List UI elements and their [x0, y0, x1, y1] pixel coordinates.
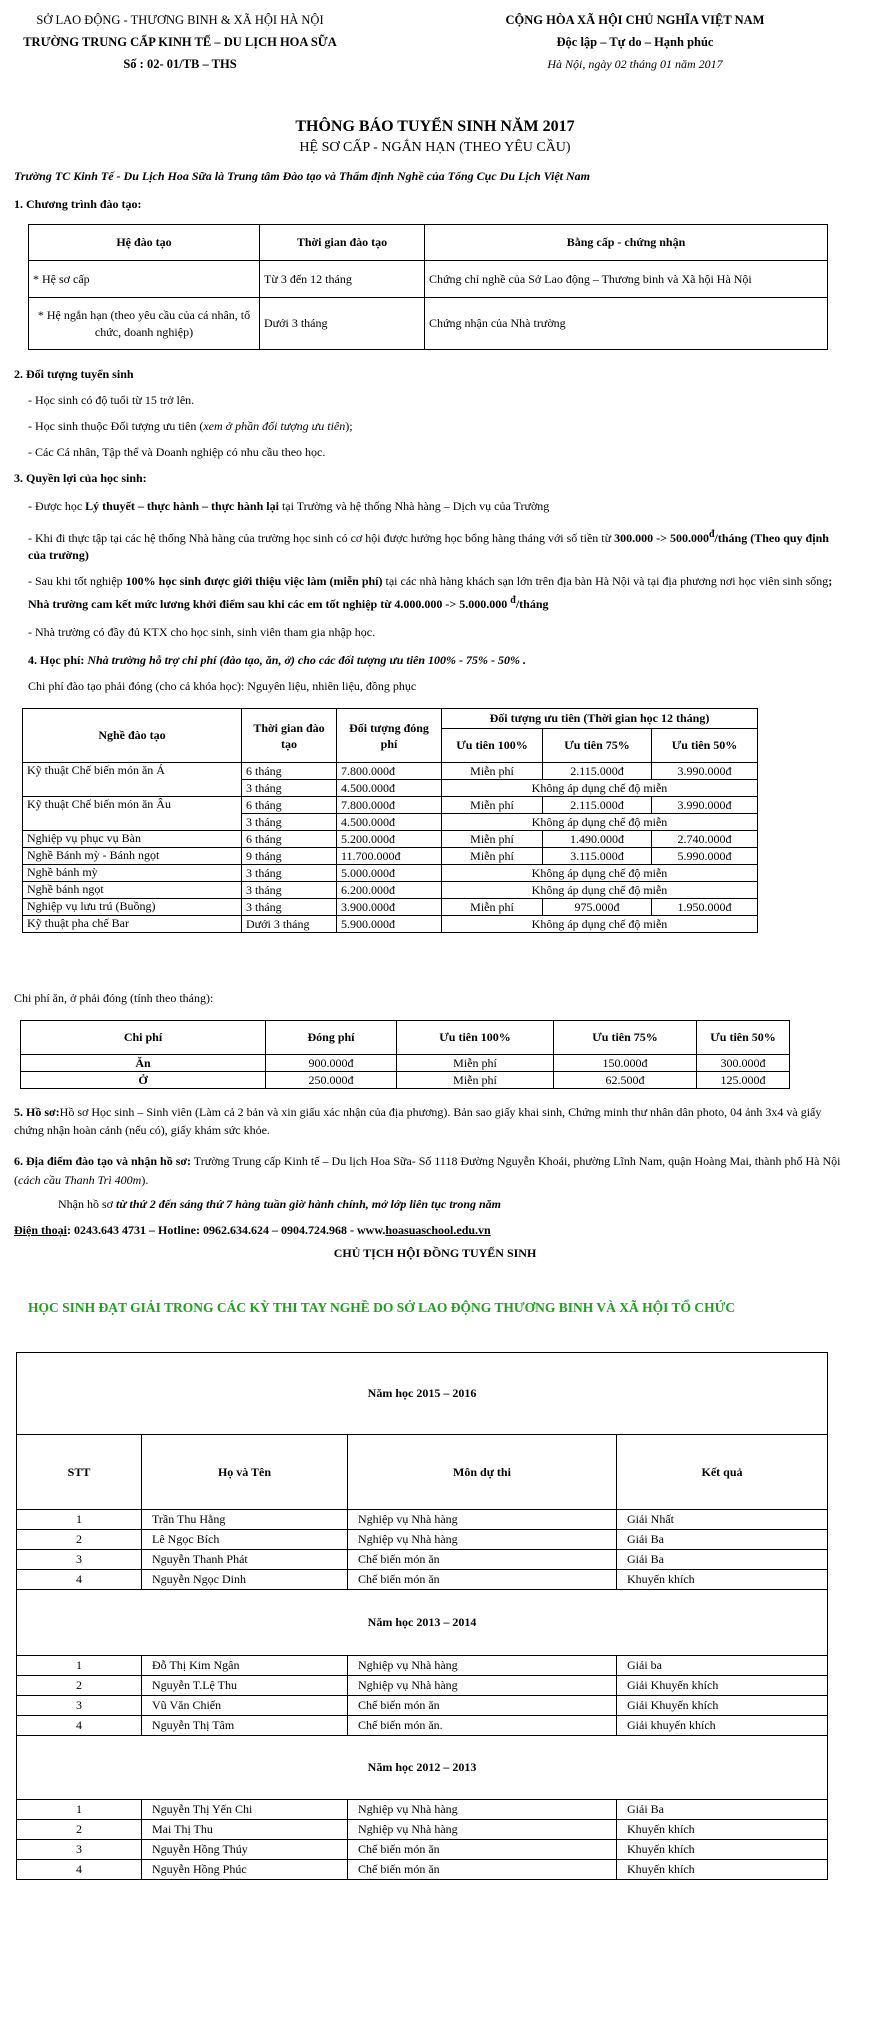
text-part: ; Nhà trường cam kết mức lương khởi điểm sau khi các em tốt nghiệp từ 4.000.000 -> 5.000.000 [28, 574, 833, 611]
course-fee: 4.500.000đ [337, 780, 442, 797]
course-fee: 5.000.000đ [337, 865, 442, 882]
awards-header: Kết quả [617, 1435, 828, 1510]
table-row [23, 916, 758, 933]
intro-text: Trường TC Kinh Tế - Du Lịch Hoa Sữa là Trung tâm Đào tạo và Thẩm định Nghề của Tổng Cục Du Lịch Việt Nam [14, 169, 590, 183]
awards-title: HỌC SINH ĐẠT GIẢI TRONG CÁC KỲ THI TAY NGHỀ DO SỞ LAO ĐỘNG THƯƠNG BINH VÀ XÃ HỘI TỔ CHỨC [28, 1300, 736, 1315]
table-row [23, 899, 758, 916]
program-duration: Từ 3 đến 12 tháng [260, 261, 425, 298]
award-index: 2 [17, 1676, 142, 1696]
text-part: /tháng [515, 597, 549, 611]
course-p50: 3.990.000đ [652, 797, 758, 814]
cost-p75: 150.000đ [554, 1055, 697, 1072]
table-row [23, 865, 758, 882]
course-p50: 5.990.000đ [652, 848, 758, 865]
text-part: tại Trường và hệ thống Nhà hàng – Dịch vụ của Trường [278, 499, 550, 513]
section3-heading: 3. Quyền lợi của học sinh: [14, 471, 147, 485]
course-p100: Miễn phí [442, 797, 543, 814]
course-name: Nghiệp vụ phục vụ Bàn [23, 831, 242, 848]
text-part: 100% học sinh được giới thiệu việc làm (miễn phí) [125, 574, 383, 588]
text-part: đ [708, 529, 715, 540]
tuition-rows [23, 763, 758, 933]
table-row [29, 298, 828, 350]
course-p50: 1.950.000đ [652, 899, 758, 916]
no-exemption-note: Không áp dụng chế độ miễn [442, 916, 758, 933]
program-duration: Dưới 3 tháng [260, 298, 425, 350]
section2-item: - Học sinh có độ tuổi từ 15 trở lên. [28, 393, 195, 407]
award-result: Giải Khuyến khích [617, 1696, 828, 1716]
course-p75: 3.115.000đ [543, 848, 652, 865]
table-row [17, 1716, 828, 1736]
text-part: - Được học [28, 499, 86, 513]
cost-p100: Miễn phí [397, 1055, 554, 1072]
award-subject: Chế biến món ăn. [348, 1716, 617, 1736]
award-index: 1 [17, 1510, 142, 1530]
year-heading: Năm học 2015 – 2016 [17, 1353, 828, 1435]
program-header: Thời gian đào tạo [260, 225, 425, 261]
awards-group-2013 [17, 1656, 828, 1736]
award-subject: Chế biến món ăn [348, 1840, 617, 1860]
award-result: Khuyến khích [617, 1840, 828, 1860]
award-index: 4 [17, 1716, 142, 1736]
text-part: đ [510, 595, 516, 606]
section3-item [28, 572, 838, 614]
table-row [17, 1510, 828, 1530]
table-row [21, 1072, 790, 1089]
living-cost-table [20, 1020, 790, 1089]
award-result: Giải Ba [617, 1550, 828, 1570]
award-index: 2 [17, 1820, 142, 1840]
course-duration: 6 tháng [242, 831, 337, 848]
year-heading: Năm học 2013 – 2014 [17, 1590, 828, 1656]
student-name: Nguyễn Thị Tâm [142, 1716, 348, 1736]
table-row [17, 1530, 828, 1550]
cost-p75: 62.500đ [554, 1072, 697, 1089]
text-part: tại các nhà hàng khách sạn lớn trên địa bàn Hà Nội và tại địa phương nơi học viên sinh sống [382, 574, 829, 588]
text-part: từ thứ 2 đến sáng thứ 7 hàng tuần giờ hành chính, mở lớp liên tục trong năm [116, 1197, 502, 1211]
table-row [17, 1840, 828, 1860]
course-fee: 5.200.000đ [337, 831, 442, 848]
living-header: Ưu tiên 100% [397, 1021, 554, 1055]
cost-item: Ăn [21, 1055, 266, 1072]
tuition-table [22, 708, 758, 933]
course-fee: 6.200.000đ [337, 882, 442, 899]
course-duration: 3 tháng [242, 899, 337, 916]
cost-p100: Miễn phí [397, 1072, 554, 1089]
program-certificate: Chứng nhận của Nhà trường [425, 298, 828, 350]
contact-line [14, 1222, 491, 1238]
tuition-header: Ưu tiên 75% [543, 729, 652, 763]
year-row [17, 1353, 828, 1435]
phone-numbers: : 0243.643 4731 – Hotline: 0962.634.624 – 0904.724.968 - www. [67, 1223, 386, 1237]
text-part: 300.000 -> 500.000 [614, 531, 709, 545]
program-table [28, 224, 828, 350]
course-name: Nghề bánh ngọt [23, 882, 242, 899]
section2-heading: 2. Đối tượng tuyển sinh [14, 367, 134, 381]
text-part: - Khi đi thực tập tại các hệ thống Nhà hàng của trường học sinh có cơ hội được hưởng học bổng hàng tháng với số tiền từ [28, 531, 615, 545]
award-subject: Nghiệp vụ Nhà hàng [348, 1800, 617, 1820]
student-name: Nguyễn Thị Yến Chi [142, 1800, 348, 1820]
course-fee: 7.800.000đ [337, 763, 442, 780]
table-row [23, 780, 758, 797]
table-row [29, 261, 828, 298]
award-index: 2 [17, 1530, 142, 1550]
award-subject: Nghiệp vụ Nhà hàng [348, 1820, 617, 1840]
course-name [23, 814, 242, 831]
course-p75: 975.000đ [543, 899, 652, 916]
table-row [17, 1550, 828, 1570]
table-row [17, 1696, 828, 1716]
cost-item: Ở [21, 1072, 266, 1089]
table-row [23, 882, 758, 899]
student-name: Nguyễn Ngọc Dinh [142, 1570, 348, 1590]
awards-table [16, 1352, 828, 1880]
awards-header: STT [17, 1435, 142, 1510]
program-certificate: Chứng chỉ nghề của Sở Lao động – Thương binh và Xã hội Hà Nội [425, 261, 828, 298]
section5-text [14, 1103, 844, 1139]
course-duration: 3 tháng [242, 882, 337, 899]
page-subtitle: HỆ SƠ CẤP - NGẮN HẠN (THEO YÊU CẦU) [299, 140, 571, 155]
table-row [23, 797, 758, 814]
text-part: ); [345, 419, 353, 433]
award-index: 4 [17, 1570, 142, 1590]
tuition-header: Ưu tiên 100% [442, 729, 543, 763]
course-p100: Miễn phí [442, 899, 543, 916]
no-exemption-note: Không áp dụng chế độ miễn [442, 814, 758, 831]
living-header: Đóng phí [266, 1021, 397, 1055]
student-name: Nguyễn Hồng Thúy [142, 1840, 348, 1860]
section3-item [28, 498, 549, 514]
course-fee: 3.900.000đ [337, 899, 442, 916]
section2-item [28, 418, 353, 434]
table-row [23, 763, 758, 780]
living-header: Ưu tiên 75% [554, 1021, 697, 1055]
award-index: 3 [17, 1840, 142, 1860]
table-row [17, 1860, 828, 1880]
award-subject: Nghiệp vụ Nhà hàng [348, 1676, 617, 1696]
table-row [23, 831, 758, 848]
table-row [21, 1055, 790, 1072]
no-exemption-note: Không áp dụng chế độ miễn [442, 865, 758, 882]
award-result: Giải khuyến khích [617, 1716, 828, 1736]
cost-fee: 250.000đ [266, 1072, 397, 1089]
text-part: cách cầu Thanh Trì 400m [18, 1173, 142, 1187]
award-index: 3 [17, 1696, 142, 1716]
section1-heading: 1. Chương trình đào tạo: [14, 197, 142, 211]
award-subject: Nghiệp vụ Nhà hàng [348, 1510, 617, 1530]
text-part: 6. Địa điểm đào tạo và nhận hồ sơ: [14, 1154, 192, 1168]
course-fee: 5.900.000đ [337, 916, 442, 933]
course-p100: Miễn phí [442, 831, 543, 848]
award-result: Giải Ba [617, 1800, 828, 1820]
table-row [17, 1656, 828, 1676]
award-result: Giải Nhất [617, 1510, 828, 1530]
course-name: Kỹ thuật Chế biến món ăn Á [23, 763, 242, 780]
awards-group-2012 [17, 1800, 828, 1880]
program-header: Hệ đào tạo [29, 225, 260, 261]
course-fee: 4.500.000đ [337, 814, 442, 831]
tuition-header: Nghề đào tạo [23, 709, 242, 763]
award-index: 1 [17, 1800, 142, 1820]
awards-group-2015 [17, 1510, 828, 1590]
year-row [17, 1736, 828, 1800]
award-subject: Chế biến món ăn [348, 1550, 617, 1570]
student-name: Đỗ Thị Kim Ngân [142, 1656, 348, 1676]
course-duration: Dưới 3 tháng [242, 916, 337, 933]
cost-fee: 900.000đ [266, 1055, 397, 1072]
living-heading: Chi phí ăn, ở phải đóng (tính theo tháng): [14, 991, 214, 1005]
section3-item [28, 526, 838, 564]
course-duration: 3 tháng [242, 865, 337, 882]
award-result: Giải Ba [617, 1530, 828, 1550]
text-part: /tháng (Theo quy định của trường) [28, 531, 829, 562]
table-row [17, 1800, 828, 1820]
phone-label: Điện thoại [14, 1223, 68, 1237]
student-name: Mai Thị Thu [142, 1820, 348, 1840]
course-fee: 11.700.000đ [337, 848, 442, 865]
course-name: Nghề Bánh mỳ - Bánh ngọt [23, 848, 242, 865]
student-name: Nguyễn Hồng Phúc [142, 1860, 348, 1880]
award-subject: Nghiệp vụ Nhà hàng [348, 1656, 617, 1676]
award-subject: Chế biến món ăn [348, 1860, 617, 1880]
award-subject: Chế biến món ăn [348, 1696, 617, 1716]
text-part: - Học sinh thuộc Đối tượng ưu tiên ( [28, 419, 204, 433]
tuition-header: Ưu tiên 50% [652, 729, 758, 763]
course-name: Kỹ thuật Chế biến món ăn Âu [23, 797, 242, 814]
course-p100: Miễn phí [442, 763, 543, 780]
student-name: Nguyễn Thanh Phát [142, 1550, 348, 1570]
course-p50: 3.990.000đ [652, 763, 758, 780]
award-result: Giải ba [617, 1656, 828, 1676]
course-p50: 2.740.000đ [652, 831, 758, 848]
text-part: Nhận hồ sơ [58, 1197, 117, 1211]
text-part: ). [141, 1173, 149, 1187]
course-duration: 6 tháng [242, 763, 337, 780]
document-number: Số : 02- 01/TB – THS [123, 57, 237, 71]
cost-p50: 300.000đ [697, 1055, 790, 1072]
ministry-name: SỞ LAO ĐỘNG - THƯƠNG BINH & XÃ HỘI HÀ NỘI [36, 13, 324, 27]
award-index: 1 [17, 1656, 142, 1676]
year-heading: Năm học 2012 – 2013 [17, 1736, 828, 1800]
section3-item: - Nhà trường có đầy đủ KTX cho học sinh, sinh viên tham gia nhập học. [28, 625, 376, 639]
program-type: * Hệ ngắn hạn (theo yêu cầu của cá nhân, tổ chức, doanh nghiệp) [29, 298, 260, 350]
nation-motto: Độc lập – Tự do – Hạnh phúc [556, 35, 714, 49]
text-part: Lý thuyết – thực hành – thực hành lại [85, 499, 279, 513]
table-row [17, 1676, 828, 1696]
year-row [17, 1590, 828, 1656]
table-row [23, 848, 758, 865]
course-duration: 6 tháng [242, 797, 337, 814]
award-subject: Chế biến món ăn [348, 1570, 617, 1590]
course-duration: 9 tháng [242, 848, 337, 865]
text-part: Trường Trung cấp Kinh tế – Du lịch Hoa Sữa- Số 1118 Đường Nguyễn Khoái, phường Lĩnh Nam, quận Hoàng Mai, thành phố Hà Nội ( [14, 1154, 841, 1187]
table-row [23, 814, 758, 831]
text-part: xem ở phần đối tượng ưu tiên [203, 419, 346, 433]
text-part: Hồ sơ Học sinh – Sinh viên (Làm cả 2 bản và xin giấu xác nhận của địa phương). Bản sao giấy khai sinh, Chứng minh thư nhân dân photo, 04 ảnh 3x4 và giấy chứng nhận hoàn cảnh (nếu có), giấy khám sức khỏe. [14, 1105, 822, 1137]
student-name: Trần Thu Hằng [142, 1510, 348, 1530]
course-p75: 2.115.000đ [543, 763, 652, 780]
program-header: Bằng cấp - chứng nhận [425, 225, 828, 261]
text-part: Nhà trường hỗ trợ chi phí (đào tạo, ăn, ở) cho các đối tượng ưu tiên 100% - 75% - 50% . [84, 653, 527, 667]
section6-note [58, 1196, 501, 1212]
section4-heading [28, 652, 526, 668]
table-row [17, 1820, 828, 1840]
tuition-header: Thời gian đào tạo [242, 709, 337, 763]
course-p75: 1.490.000đ [543, 831, 652, 848]
course-name [23, 780, 242, 797]
no-exemption-note: Không áp dụng chế độ miễn [442, 780, 758, 797]
student-name: Vũ Văn Chiến [142, 1696, 348, 1716]
text-part: 5. Hồ sơ: [14, 1105, 60, 1119]
award-result: Khuyến khích [617, 1570, 828, 1590]
section4-note: Chi phí đào tạo phải đóng (cho cả khóa học): Nguyên liệu, nhiên liệu, đồng phục [28, 679, 417, 693]
award-result: Khuyến khích [617, 1820, 828, 1840]
tuition-header: Đối tượng ưu tiên (Thời gian học 12 tháng) [442, 709, 758, 729]
tuition-header: Đối tượng đóng phí [337, 709, 442, 763]
award-index: 3 [17, 1550, 142, 1570]
awards-header: Họ và Tên [142, 1435, 348, 1510]
section6-text [14, 1152, 854, 1190]
text-part: - Sau khi tốt nghiệp [28, 574, 126, 588]
course-name: Nghề bánh mỳ [23, 865, 242, 882]
student-name: Nguyễn T.Lệ Thu [142, 1676, 348, 1696]
header-right [440, 12, 830, 72]
text-part: 4. Học phí: [28, 653, 85, 667]
page-title: THÔNG BÁO TUYỂN SINH NĂM 2017 [295, 118, 575, 135]
living-header: Chi phí [21, 1021, 266, 1055]
document-date: Hà Nội, ngày 02 tháng 01 năm 2017 [547, 57, 723, 71]
table-row [17, 1570, 828, 1590]
section2-item: - Các Cá nhân, Tập thể và Doanh nghiệp có nhu cầu theo học. [28, 445, 326, 459]
course-duration: 3 tháng [242, 814, 337, 831]
course-name: Kỹ thuật pha chế Bar [23, 916, 242, 933]
award-index: 4 [17, 1860, 142, 1880]
signature-title: CHỦ TỊCH HỘI ĐỒNG TUYỂN SINH [333, 1246, 537, 1260]
student-name: Lê Ngọc Bích [142, 1530, 348, 1550]
course-p75: 2.115.000đ [543, 797, 652, 814]
award-subject: Nghiệp vụ Nhà hàng [348, 1530, 617, 1550]
cost-p50: 125.000đ [697, 1072, 790, 1089]
school-name: TRƯỜNG TRUNG CẤP KINH TẾ – DU LỊCH HOA SỮA [23, 35, 337, 49]
awards-header: Môn dự thi [348, 1435, 617, 1510]
nation-title: CỘNG HÒA XÃ HỘI CHỦ NGHĨA VIỆT NAM [505, 13, 765, 27]
header-left [20, 12, 340, 72]
course-p100: Miễn phí [442, 848, 543, 865]
award-result: Giải Khuyến khích [617, 1676, 828, 1696]
course-fee: 7.800.000đ [337, 797, 442, 814]
website-link[interactable]: hoasuaschool.edu.vn [385, 1223, 491, 1237]
course-duration: 3 tháng [242, 780, 337, 797]
living-header: Ưu tiên 50% [697, 1021, 790, 1055]
course-name: Nghiệp vụ lưu trú (Buồng) [23, 899, 242, 916]
no-exemption-note: Không áp dụng chế độ miễn [442, 882, 758, 899]
award-result: Khuyến khích [617, 1860, 828, 1880]
program-type: * Hệ sơ cấp [29, 261, 260, 298]
